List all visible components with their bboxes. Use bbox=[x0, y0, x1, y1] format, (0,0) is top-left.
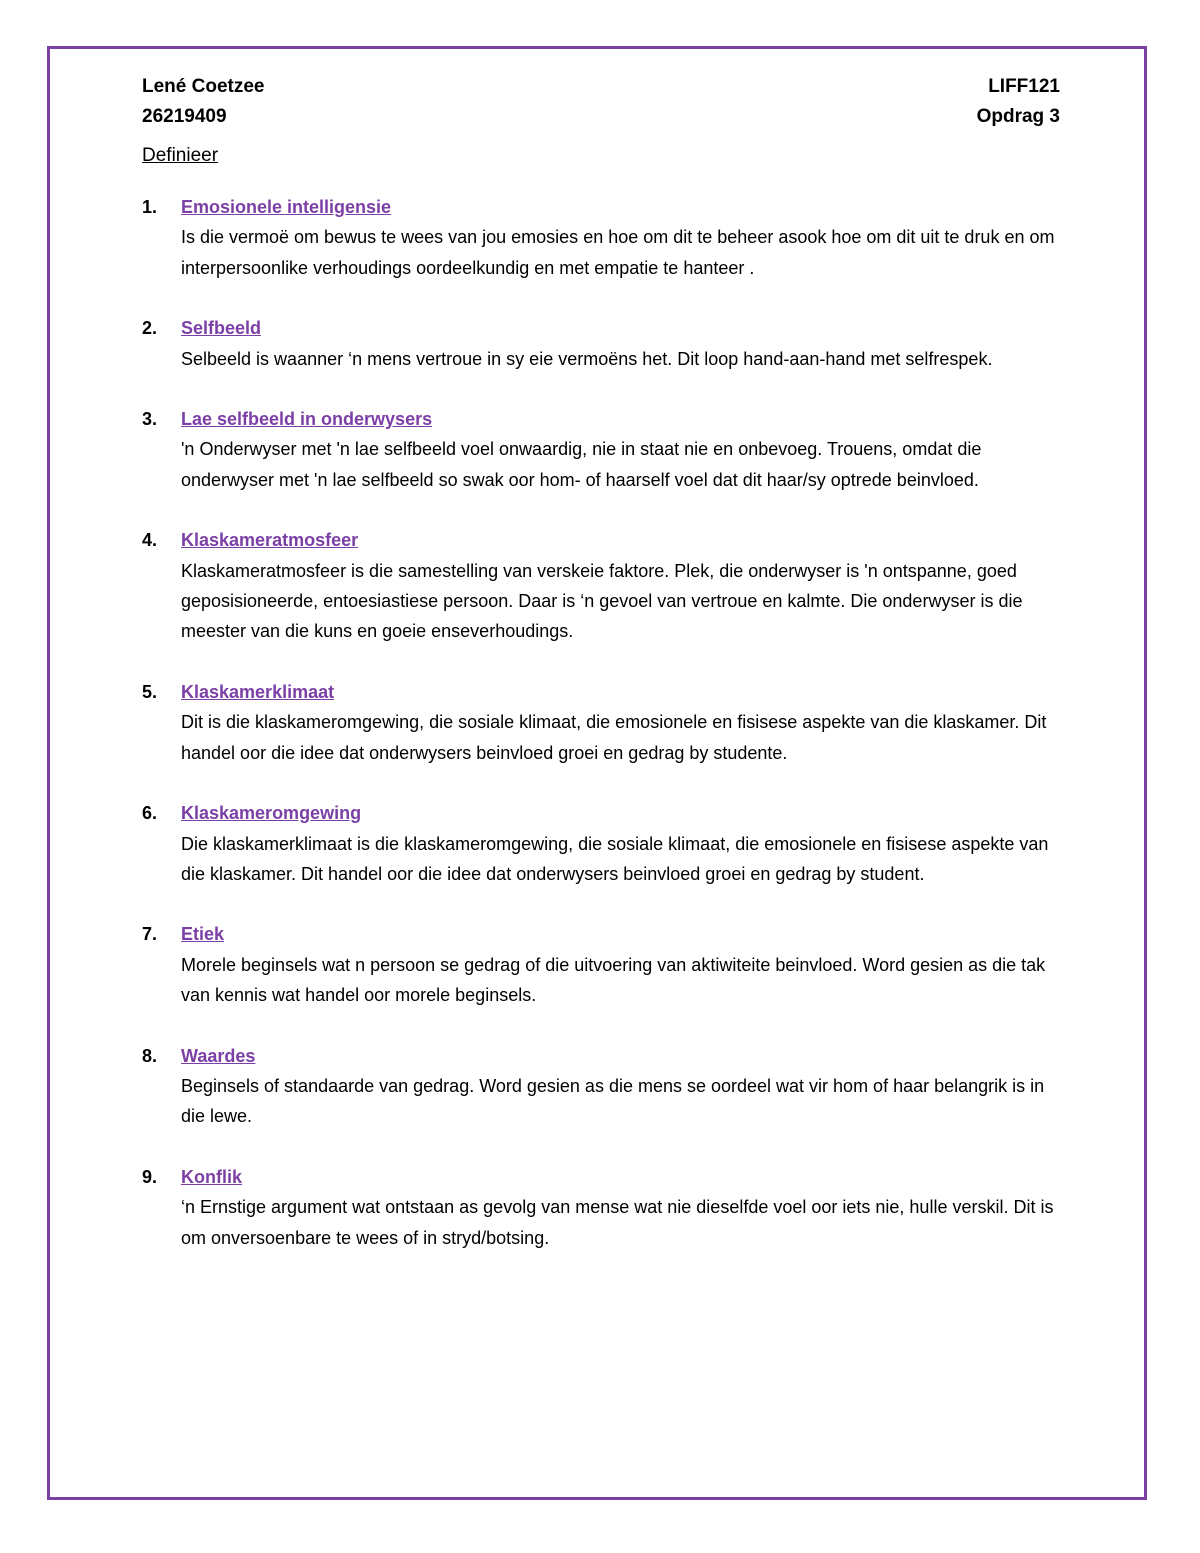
list-item bbox=[142, 404, 1060, 495]
course-code: LIFF121 bbox=[988, 76, 1060, 97]
item-definition: Selbeeld is waanner ‘n mens vertroue in sy eie vermoëns het. Dit loop hand-aan-hand met selfrespek. bbox=[181, 348, 993, 369]
item-number: 4. bbox=[142, 530, 158, 551]
item-number: 8. bbox=[142, 1045, 158, 1066]
item-definition: Klaskameratmosfeer is die samestelling van verskeie faktore. Plek, die onderwyser is 'n ontspanne, goed geposisioneerde, entoesiastiese persoon. Daar is ‘n gevoel van vertroue en kalmte. Die onderwyser is die meester van die kuns en goeie enseverhoudings. bbox=[181, 560, 1023, 642]
list-item bbox=[142, 919, 1060, 1010]
assignment-title: Opdrag 3 bbox=[976, 106, 1060, 127]
document-header bbox=[142, 72, 1060, 132]
item-definition: Dit is die klaskameromgewing, die sosiale klimaat, die emosionele en fisisese aspekte van die klaskamer. Dit handel oor die idee dat onderwysers beinvloed groei en gedrag by studente. bbox=[181, 712, 1047, 763]
author-name: Lené Coetzee bbox=[142, 76, 265, 97]
item-term: Etiek bbox=[181, 924, 225, 945]
list-item bbox=[142, 798, 1060, 889]
list-item bbox=[142, 1041, 1060, 1132]
item-definition: Is die vermoë om bewus te wees van jou emosies en hoe om dit te beheer asook hoe om dit uit te druk en om interpersoonlike verhoudings oordeelkundig en met empatie te hanteer . bbox=[181, 227, 1055, 278]
item-number: 1. bbox=[142, 197, 158, 217]
item-number: 3. bbox=[142, 409, 158, 430]
header-row-1 bbox=[142, 72, 1060, 102]
item-term: Klaskamerklimaat bbox=[181, 681, 335, 702]
list-item bbox=[142, 525, 1060, 647]
item-definition: Morele beginsels wat n persoon se gedrag of die uitvoering van aktiwiteite beinvloed. Word gesien as die tak van kennis wat handel oor morele beginsels. bbox=[181, 954, 1046, 1006]
item-number: 6. bbox=[142, 803, 158, 824]
item-number: 7. bbox=[142, 924, 158, 945]
item-definition: 'n Onderwyser met 'n lae selfbeeld voel onwaardig, nie in staat nie en onbevoeg. Trouens, omdat die onderwyser met 'n lae selfbeeld so swak oor hom- of haarself voel dat dit haar/sy optrede beinvloed. bbox=[181, 439, 982, 490]
list-item bbox=[142, 313, 1060, 374]
item-term: Konflik bbox=[181, 1166, 242, 1187]
item-definition: Beginsels of standaarde van gedrag. Word gesien as die mens se oordeel wat vir hom of haar belangrik is in die lewe. bbox=[181, 1075, 1045, 1127]
item-term: Klaskameratmosfeer bbox=[181, 530, 359, 551]
list-item bbox=[142, 192, 1060, 283]
list-item bbox=[142, 1162, 1060, 1253]
section-heading: Definieer bbox=[142, 145, 219, 166]
item-term: Lae selfbeeld in onderwysers bbox=[181, 409, 433, 430]
item-definition: ‘n Ernstige argument wat ontstaan as gevolg van mense wat nie dieselfde voel oor iets nie, hulle verskil. Dit is om onversoenbare te wees of in stryd/botsing. bbox=[181, 1197, 1054, 1248]
item-definition: Die klaskamerklimaat is die klaskameromgewing, die sosiale klimaat, die emosionele en fisisese aspekte van die klaskamer. Dit handel oor die idee dat onderwysers beinvloed groei en gedrag by student. bbox=[181, 833, 1049, 884]
item-term: Waardes bbox=[181, 1045, 256, 1066]
item-term: Selfbeeld bbox=[181, 318, 262, 339]
definitions-list bbox=[142, 192, 1060, 1283]
item-term: Klaskameromgewing bbox=[181, 803, 362, 824]
list-item bbox=[142, 677, 1060, 768]
item-number: 9. bbox=[142, 1166, 158, 1187]
student-number: 26219409 bbox=[142, 106, 227, 127]
item-number: 2. bbox=[142, 318, 158, 339]
item-term: Emosionele intelligensie bbox=[181, 197, 392, 217]
header-row-2 bbox=[142, 102, 1060, 132]
item-number: 5. bbox=[142, 681, 158, 702]
